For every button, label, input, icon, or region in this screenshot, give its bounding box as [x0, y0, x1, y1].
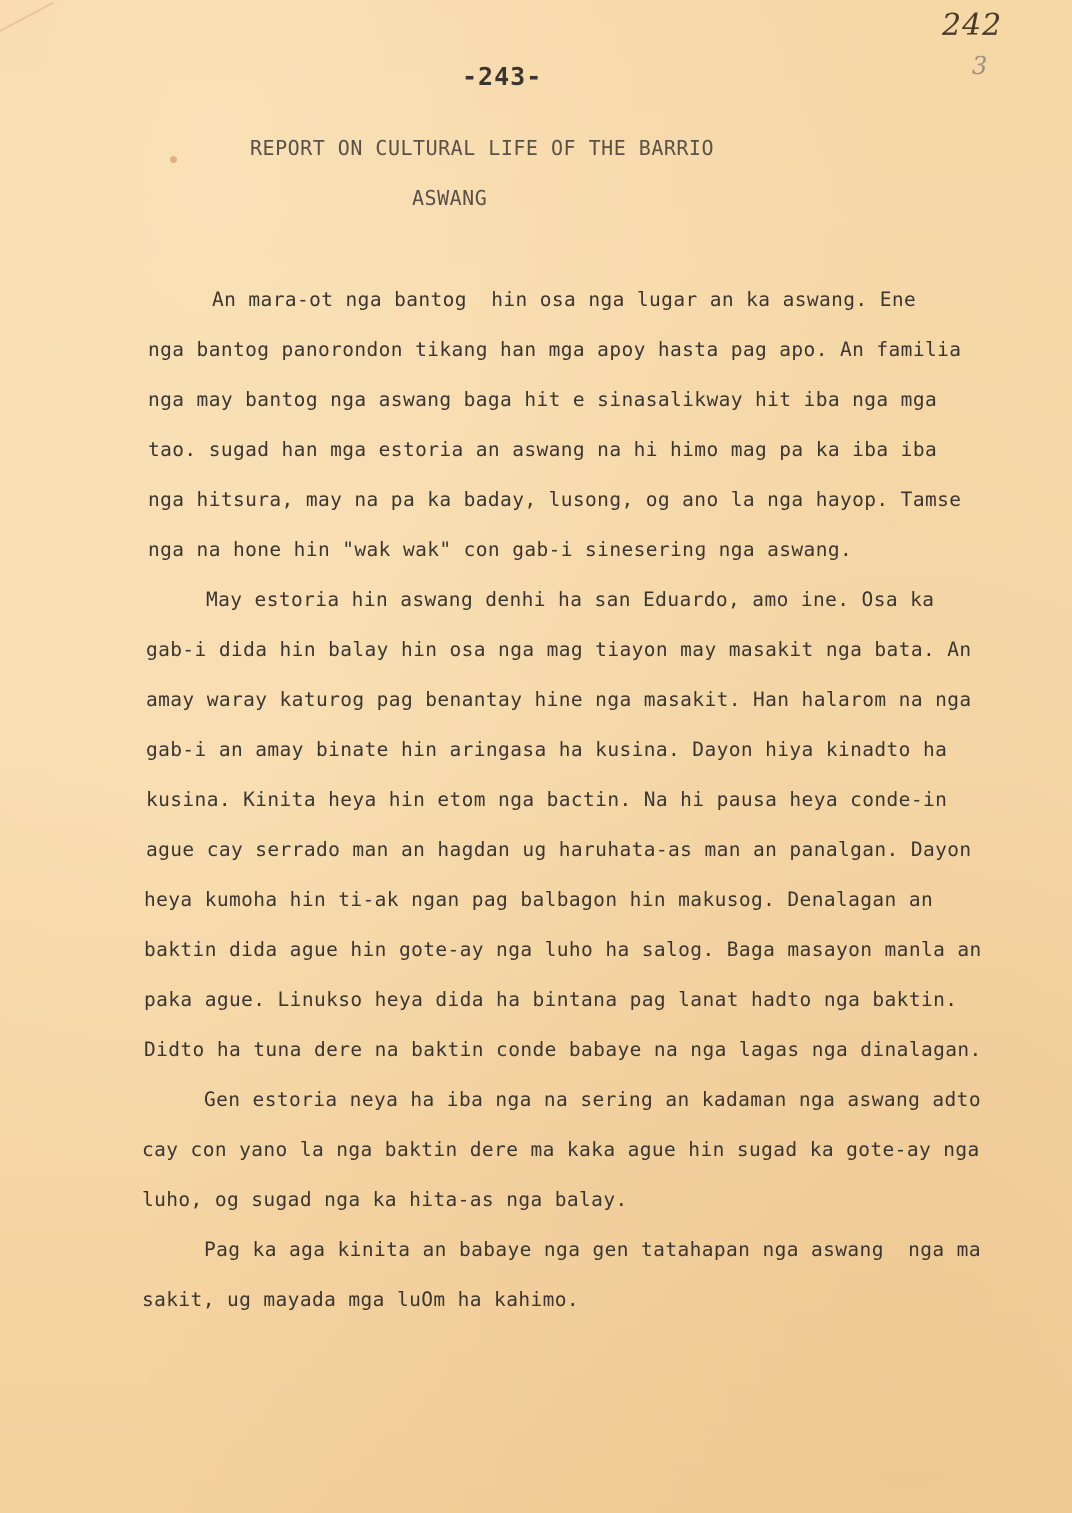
- body-line: Didto ha tuna dere na baktin conde babaye na nga lagas nga dinalagan.: [144, 1038, 982, 1061]
- body-line: kusina. Kinita heya hin etom nga bactin. Na hi pausa heya conde-in: [146, 788, 948, 811]
- body-line: Pag ka aga kinita an babaye nga gen tatahapan nga aswang nga ma: [204, 1238, 981, 1261]
- body-line: heya kumoha hin ti-ak ngan pag balbagon hin makusog. Denalagan an: [144, 888, 934, 911]
- body-line: gab-i an amay binate hin aringasa ha kusina. Dayon hiya kinadto ha: [146, 738, 948, 761]
- body-line: nga may bantog nga aswang baga hit e sinasalikway hit iba nga mga: [148, 388, 938, 411]
- body-line: luho, og sugad nga ka hita-as nga balay.: [142, 1188, 628, 1211]
- report-subtitle: ASWANG: [412, 186, 488, 210]
- body-line: Gen estoria neya ha iba nga na sering an kadaman nga aswang adto: [204, 1088, 981, 1111]
- report-title: REPORT ON CULTURAL LIFE OF THE BARRIO: [250, 136, 715, 160]
- page-number: -243-: [462, 62, 543, 91]
- body-line: May estoria hin aswang denhi ha san Eduardo, amo ine. Osa ka: [206, 588, 935, 611]
- page-fold-mark: [0, 2, 53, 32]
- body-line: paka ague. Linukso heya dida ha bintana pag lanat hadto nga baktin.: [144, 988, 958, 1011]
- body-line: nga hitsura, may na pa ka baday, lusong, og ano la nga hayop. Tamse: [148, 488, 962, 511]
- body-line: nga na hone hin "wak wak" con gab-i sineserinɡ nga aswang.: [148, 538, 853, 561]
- body-line: amay waray katurog pag benantay hine nga masakit. Han halarom na nga: [146, 688, 972, 711]
- handwritten-page-number: 242: [942, 8, 1003, 43]
- body-line: sakit, ug mayada mga luOm ha kahimo.: [142, 1288, 580, 1311]
- pencil-mark: 3: [972, 52, 988, 80]
- ink-smudge: [170, 156, 177, 163]
- body-line: cay con yano la nga baktin dere ma kaka ague hin sugad ka gote-ay nga: [142, 1138, 980, 1161]
- body-line: baktin dida ague hin gote-ay nga luho ha salog. Baga masayon manla an: [144, 938, 982, 961]
- body-line: ague cay serrado man an hagdan ug haruhata-as man an panalgan. Dayon: [146, 838, 972, 861]
- body-line: gab-i dida hin balay hin osa nga mag tiayon may masakit nga bata. An: [146, 638, 972, 661]
- body-line: An mara-ot nga bantog hin osa nga lugar an ka aswang. Ene: [212, 288, 917, 311]
- body-line: nga bantog panorondon tikang han mga apoy hasta pag apo. An familia: [148, 338, 962, 361]
- body-line: tao. sugad han mga estoria an aswang na hi himo mag pa ka iba iba: [148, 438, 938, 461]
